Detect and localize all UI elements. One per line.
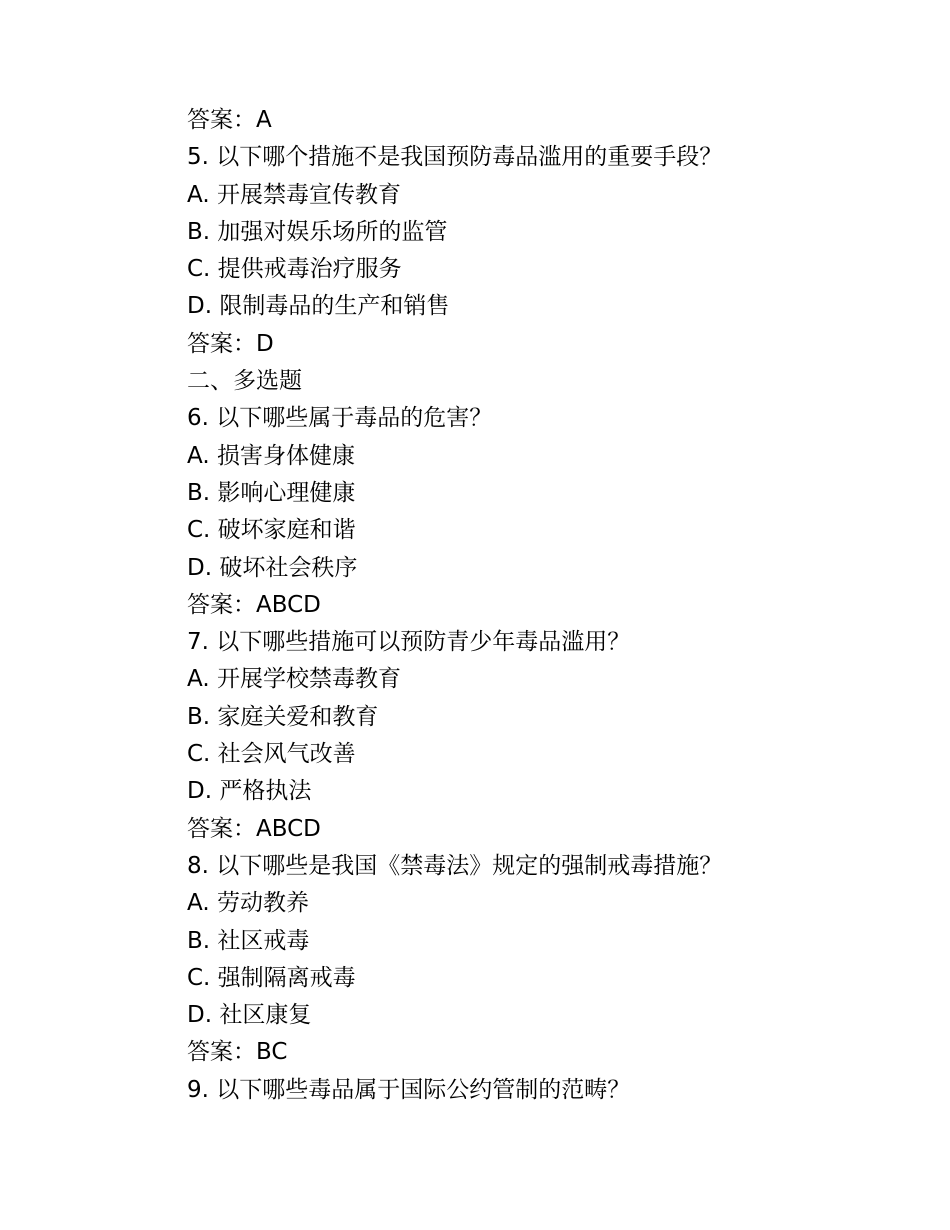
option-line: A. 开展学校禁毒教育 (187, 666, 401, 693)
section-heading: 二、多选题 (187, 368, 302, 395)
answer-line: 答案：BC (187, 1039, 288, 1066)
option-line: C. 社会风气改善 (187, 741, 356, 768)
option-line: C. 强制隔离戒毒 (187, 964, 356, 991)
option-line: B. 社区戒毒 (187, 927, 310, 954)
answer-line: 答案：D (187, 330, 274, 357)
question-6: 6. 以下哪些属于毒品的危害？ (187, 405, 493, 432)
option-line: C. 提供戒毒治疗服务 (187, 256, 402, 283)
answer-line: 答案：ABCD (187, 591, 321, 618)
question-8: 8. 以下哪些是我国《禁毒法》规定的强制戒毒措施？ (187, 852, 723, 879)
option-line: A. 开展禁毒宣传教育 (187, 181, 401, 208)
answer-line: 答案：A (187, 107, 272, 133)
question-5: 5. 以下哪个措施不是我国预防毒品滥用的重要手段？ (187, 144, 723, 171)
answer-line: 答案：ABCD (187, 815, 321, 842)
option-line: D. 破坏社会秩序 (187, 554, 358, 581)
option-line: A. 劳动教养 (187, 890, 309, 917)
option-line: B. 加强对娱乐场所的监管 (187, 218, 448, 245)
question-9: 9. 以下哪些毒品属于国际公约管制的范畴？ (187, 1076, 631, 1103)
option-line: C. 破坏家庭和谐 (187, 517, 356, 544)
option-line: D. 严格执法 (187, 778, 312, 805)
option-line: D. 社区康复 (187, 1002, 312, 1029)
document-body (187, 102, 887, 1109)
question-7: 7. 以下哪些措施可以预防青少年毒品滥用？ (187, 629, 631, 656)
option-line: A. 损害身体健康 (187, 442, 355, 469)
option-line: B. 影响心理健康 (187, 479, 356, 506)
option-line: B. 家庭关爱和教育 (187, 703, 379, 730)
option-line: D. 限制毒品的生产和销售 (187, 293, 450, 320)
